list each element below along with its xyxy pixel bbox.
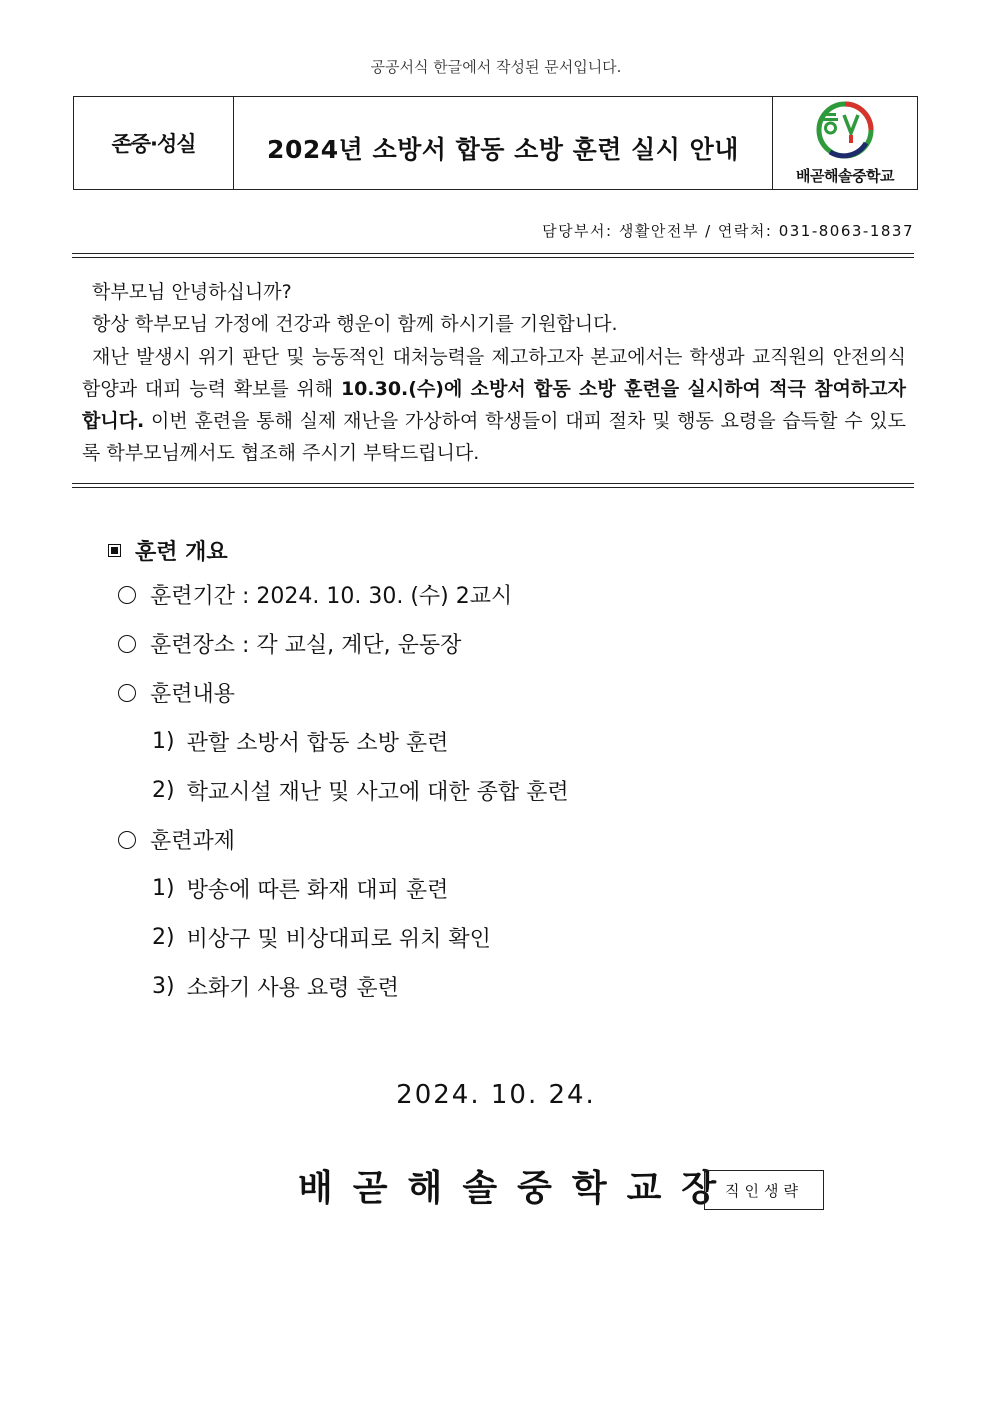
content-item xyxy=(152,766,569,815)
period-text: 훈련기간 : 2024. 10. 30. (수) 2교시 xyxy=(150,584,513,609)
tasks-label: 훈련과제 xyxy=(150,829,236,854)
divider-top xyxy=(72,253,914,258)
square-bullet-icon xyxy=(108,544,121,557)
task-item xyxy=(152,962,569,1011)
greeting-text-b: 이번 훈련을 통해 실제 재난을 가상하여 학생들이 대피 절차 및 행동 요령을 습득할 수 있도록 학부모님께서도 협조해 주시기 부탁드립니다. xyxy=(82,410,906,465)
greeting-paragraph xyxy=(82,341,906,470)
task-item-text: 방송에 따른 화재 대피 훈련 xyxy=(186,878,449,903)
content-item-text: 관할 소방서 합동 소방 훈련 xyxy=(186,731,449,756)
task-item-number: 1) xyxy=(152,876,175,901)
top-note: 공공서식 한글에서 작성된 문서입니다. xyxy=(370,58,622,76)
task-item-number: 2) xyxy=(152,925,175,950)
circle-bullet-icon xyxy=(118,831,136,849)
place-text: 훈련장소 : 각 교실, 계단, 운동장 xyxy=(150,633,462,658)
task-item xyxy=(152,913,569,962)
outline-tasks xyxy=(118,815,569,864)
greeting-section xyxy=(82,276,906,470)
greeting-text-a: 재난 발생시 위기 판단 및 능동적인 대처능력을 제고하고자 본교에서는 학생과 교직원의 안전의식 함양과 대피 능력 확보를 위해 xyxy=(82,345,906,400)
circle-bullet-icon xyxy=(118,635,136,653)
outline-title xyxy=(106,530,569,570)
task-item-number: 3) xyxy=(152,974,175,999)
content-item-number: 1) xyxy=(152,729,175,754)
outline-period xyxy=(118,570,569,619)
seal-omitted-box: 직인생략 xyxy=(704,1170,824,1210)
document-date: 2024. 10. 24. xyxy=(396,1080,596,1110)
training-outline xyxy=(106,530,569,1011)
contact-info: 담당부서: 생활안전부 / 연락처: 031-8063-1837 xyxy=(542,222,914,240)
content-item-text: 학교시설 재난 및 사고에 대한 종합 훈련 xyxy=(186,780,569,805)
outline-title-text: 훈련 개요 xyxy=(135,539,228,565)
outline-place xyxy=(118,619,569,668)
divider-bottom xyxy=(72,483,914,488)
circle-bullet-icon xyxy=(118,684,136,702)
school-emblem-icon xyxy=(810,99,880,165)
greeting-emphasis: 10.30.(수)에 소방서 합동 소방 훈련을 실시하여 적극 참여하고자 합니다. xyxy=(82,377,906,433)
content-item-number: 2) xyxy=(152,778,175,803)
outline-content xyxy=(118,668,569,717)
circle-bullet-icon xyxy=(118,586,136,604)
principal-signature: 배곧해솔중학교장 xyxy=(298,1168,737,1209)
content-item xyxy=(152,717,569,766)
greeting-line-1: 학부모님 안녕하십니까? xyxy=(92,281,292,303)
header-table xyxy=(73,96,918,190)
task-item-text: 비상구 및 비상대피로 위치 확인 xyxy=(186,927,491,952)
content-label: 훈련내용 xyxy=(150,682,236,707)
school-logo-name: 배곧해솔중학교 xyxy=(796,167,894,185)
motto: 존중·성실 xyxy=(74,97,234,189)
school-logo xyxy=(773,97,917,189)
document-title: 2024년 소방서 합동 소방 훈련 실시 안내 xyxy=(234,97,773,189)
task-item-text: 소화기 사용 요령 훈련 xyxy=(186,976,399,1001)
task-item xyxy=(152,864,569,913)
greeting-line-2: 항상 학부모님 가정에 건강과 행운이 함께 하시기를 기원합니다. xyxy=(92,313,618,336)
